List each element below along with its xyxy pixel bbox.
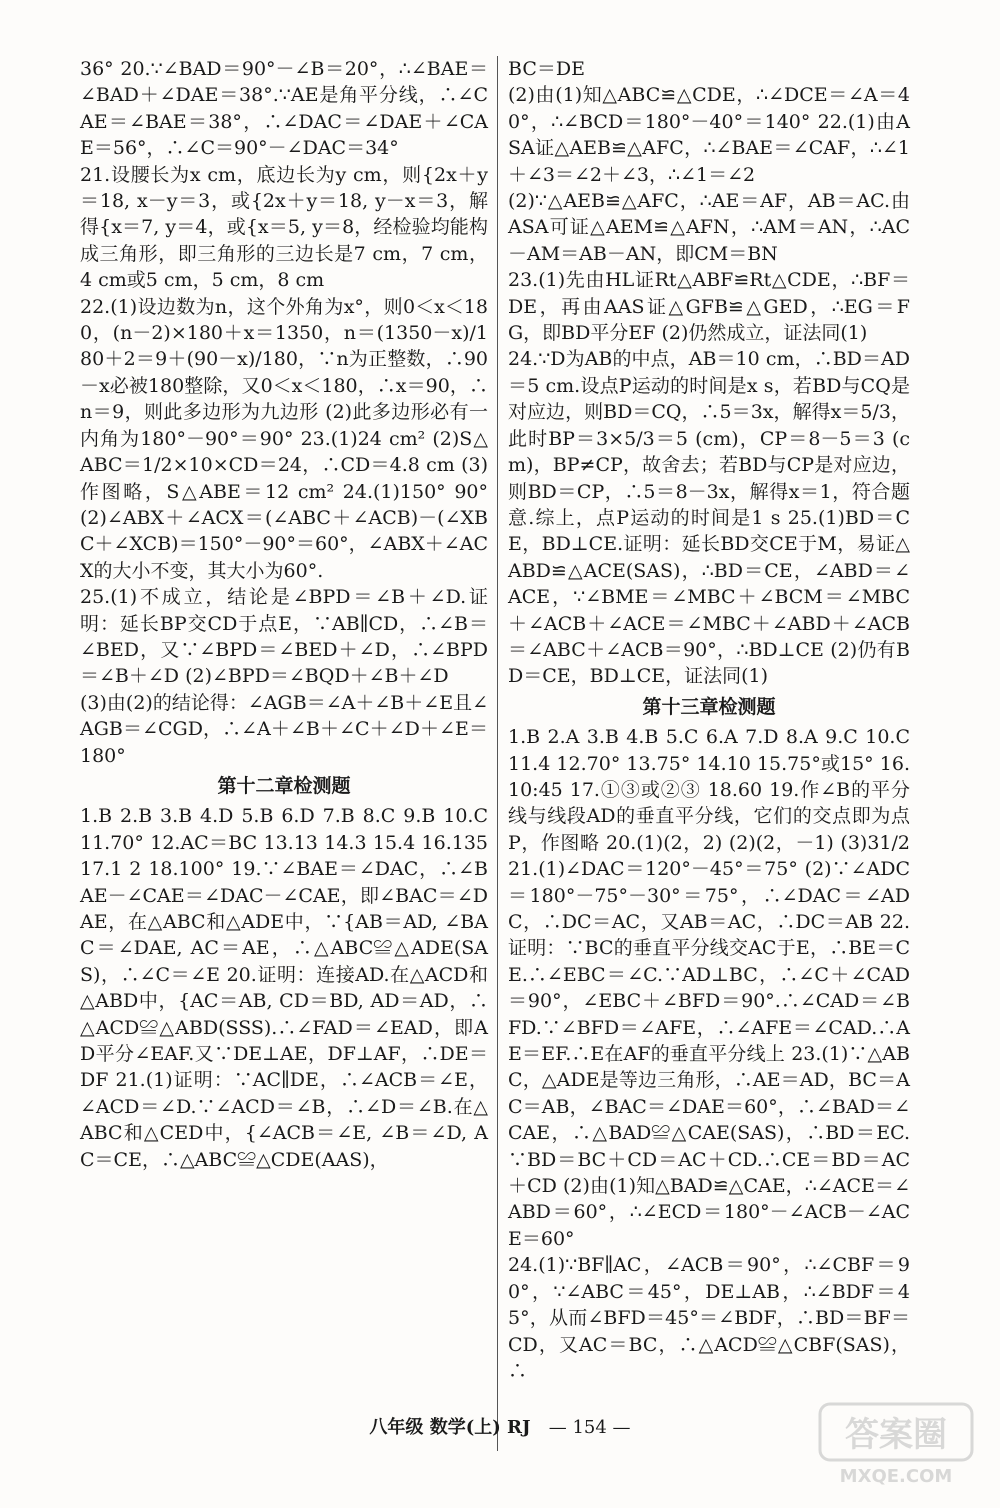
answer-paragraph: 25.(1)不成立，结论是∠BPD＝∠B＋∠D.证明：延长BP交CD于点E，∵AB∥CD，∴∠B＝∠BED，又∵∠BPD＝∠BED＋∠D，∴∠BPD＝∠B＋∠D (2)∠BPD＝∠BQD＋∠B＋∠D <box>80 586 488 688</box>
answer-paragraph: (2)∵△AEB≌△AFC，∴AE＝AF，AB＝AC.由ASA可证△AEM≌△AFN，∴AM＝AN，∴AC－AM＝AB－AN，即CM＝BN <box>508 190 910 265</box>
answer-paragraph: (3)由(2)的结论得：∠AGB＝∠A＋∠B＋∠E且∠AGB＝∠CGD，∴∠A＋∠B＋∠C＋∠D＋∠E＝180° <box>80 691 488 767</box>
footer-label: 八年级 数学(上) RJ <box>369 1417 531 1438</box>
answer-paragraph: 1.B 2.B 3.B 4.D 5.B 6.D 7.B 8.C 9.B 10.C 11.70° 12.AC＝BC 13.13 14.3 15.4 16.135 17.1 2 18.100° 19.∵∠BAE＝∠DAC，∴∠BAE－∠CAE＝∠DAC－∠CAE，即∠BAC＝∠DAE，在△ABC和△ADE中，∵{AB＝AD, ∠BAC＝∠DAE, AC＝AE，∴△ABC≌△ADE(SAS)，∴∠C＝∠E 20.证明：连接AD.在△ACD和△ABD中，{AC＝AB, CD＝BD, AD＝AD，∴△ACD≌△ABD(SSS).∴∠FAD＝∠EAD，即AD平分∠EAF.又∵DE⊥AE，DF⊥AF，∴DE＝DF 21.(1)证明：∵AC∥DE，∴∠ACB＝∠E，∠ACD＝∠D.∵∠ACD＝∠B，∴∠D＝∠B.在△ABC和△CED中，{∠ACB＝∠E, ∠B＝∠D, AC＝CE，∴△ABC≌△CDE(AAS)， <box>80 805 488 1171</box>
answer-paragraph: 24.(1)∵BF∥AC，∠ACB＝90°，∴∠CBF＝90°，∵∠ABC＝45°，DE⊥AB，∴∠BDF＝45°，从而∠BFD＝45°＝∠BDF，∴BD＝BF＝CD，又AC＝BC，∴△ACD≌△CBF(SAS)，∴ <box>508 1254 910 1382</box>
watermark-logo <box>816 1398 976 1490</box>
answer-paragraph: 23.(1)先由HL证Rt△ABF≌Rt△CDE，∴BF＝DE，再由AAS证△GFB≌△GED，∴EG＝FG，即BD平分EF (2)仍然成立，证法同(1) <box>508 269 910 345</box>
column-divider <box>497 56 498 1451</box>
answer-paragraph: 22.(1)设边数为n，这个外角为x°，则0＜x＜180，(n－2)×180＋x＝1350，n＝(1350－x)/180＋2＝9＋(90－x)/180，∵n为正整数，∴90－x必被180整除，又0＜x＜180，∴x＝90，∴n＝9，则此多边形为九边形 (2)此多边形必有一内角为180°－90°＝90° 23.(1)24 cm² (2)S△ABC＝1/2×10×CD＝24，∴CD＝4.8 cm (3)作图略，S△ABE＝12 cm² 24.(1)150° 90° (2)∠ABX＋∠ACX＝(∠ABC＋∠ACB)－(∠XBC＋∠XCB)＝150°－90°＝60°，∠ABX＋∠ACX的大小不变，其大小为60°. <box>80 295 488 582</box>
answer-paragraph: 36° 20.∵∠BAD＝90°－∠B＝20°，∴∠BAE＝∠BAD＋∠DAE＝38°.∵AE是角平分线，∴∠CAE＝∠BAE＝38°，∴∠DAC＝∠DAE＋∠CAE＝56°，∴∠C＝90°－∠DAC＝34° <box>80 58 488 160</box>
svg-text:MXQE.COM: MXQE.COM <box>839 1466 953 1487</box>
answer-paragraph: 21.设腰长为x cm，底边长为y cm，则{2x＋y＝18, x－y＝3，或{2x＋y＝18, y－x＝3，解得{x＝7, y＝4，或{x＝5, y＝8，经检验均能构成三角形，即三角形的三边长是7 cm，7 cm，4 cm或5 cm，5 cm，8 cm <box>80 163 488 292</box>
answer-paragraph: BC＝DE <box>508 58 585 80</box>
answer-paragraph: 1.B 2.A 3.B 4.B 5.C 6.A 7.D 8.A 9.C 10.C 11.4 12.70° 13.75° 14.10 15.75°或15° 16.10:45 17.①③或②③ 18.60 19.作∠B的平分线与线段AD的垂直平分线，它们的交点即为点P，作图略 20.(1)(2，2) (2)(2，－1) (3)31/2 21.(1)∠DAC＝120°－45°＝75° (2)∵∠ADC＝180°－75°－30°＝75°，∴∠DAC＝∠ADC，∴DC＝AC，又AB＝AC，∴DC＝AB 22.证明：∵BC的垂直平分线交AC于E，∴BE＝CE.∴∠EBC＝∠C.∵AD⊥BC，∴∠C＋∠CAD＝90°，∠EBC＋∠BFD＝90°.∴∠CAD＝∠BFD.∵∠BFD＝∠AFE，∴∠AFE＝∠CAD.∴AE＝EF.∴E在AF的垂直平分线上 23.(1)∵△ABC，△ADE是等边三角形，∴AE＝AD，BC＝AC＝AB，∠BAC＝∠DAE＝60°，∴∠BAD＝∠CAE，∴△BAD≌△CAE(SAS)，∴BD＝EC.∵BD＝BC＋CD＝AC＋CD.∴CE＝BD＝AC＋CD (2)由(1)知△BAD≌△CAE，∴∠ACE＝∠ABD＝60°，∴∠ECD＝180°－∠ACB－∠ACE＝60° <box>508 726 910 1250</box>
section-heading: 第十三章检测题 <box>642 695 776 718</box>
watermark-icon <box>816 1398 976 1490</box>
right-column <box>508 56 910 1384</box>
left-column <box>80 56 488 1173</box>
svg-text:答案圈: 答案圈 <box>845 1415 947 1455</box>
answer-paragraph: (2)由(1)知△ABC≌△CDE，∴∠DCE＝∠A＝40°，∴∠BCD＝180°－40°＝140° 22.(1)由ASA证△AEB≌△AFC，∴∠BAE＝∠CAF，∴∠1＋∠3＝∠2＋∠3，∴∠1＝∠2 <box>508 84 910 186</box>
answer-paragraph: 24.∵D为AB的中点，AB＝10 cm，∴BD＝AD＝5 cm.设点P运动的时间是x s，若BD与CQ是对应边，则BD＝CQ，∴5＝3x，解得x＝5/3，此时BP＝3×5/3＝5 (cm)，CP＝8－5＝3 (cm)，BP≠CP，故舍去；若BD与CP是对应边，则BD＝CP，∴5＝8－3x，解得x＝1，符合题意.综上，点P运动的时间是1 s 25.(1)BD＝CE，BD⊥CE.证明：延长BD交CE于M，易证△ABD≌△ACE(SAS)，∴BD＝CE，∠ABD＝∠ACE，∵∠BME＝∠MBC＋∠BCM＝∠MBC＋∠ACB＋∠ACE＝∠MBC＋∠ABD＋∠ACB＝∠ABC＋∠ACB＝90°，∴BD⊥CE (2)仍有BD＝CE，BD⊥CE，证法同(1) <box>508 348 910 688</box>
section-heading: 第十二章检测题 <box>217 774 351 797</box>
page-number: — 154 — <box>548 1417 631 1438</box>
